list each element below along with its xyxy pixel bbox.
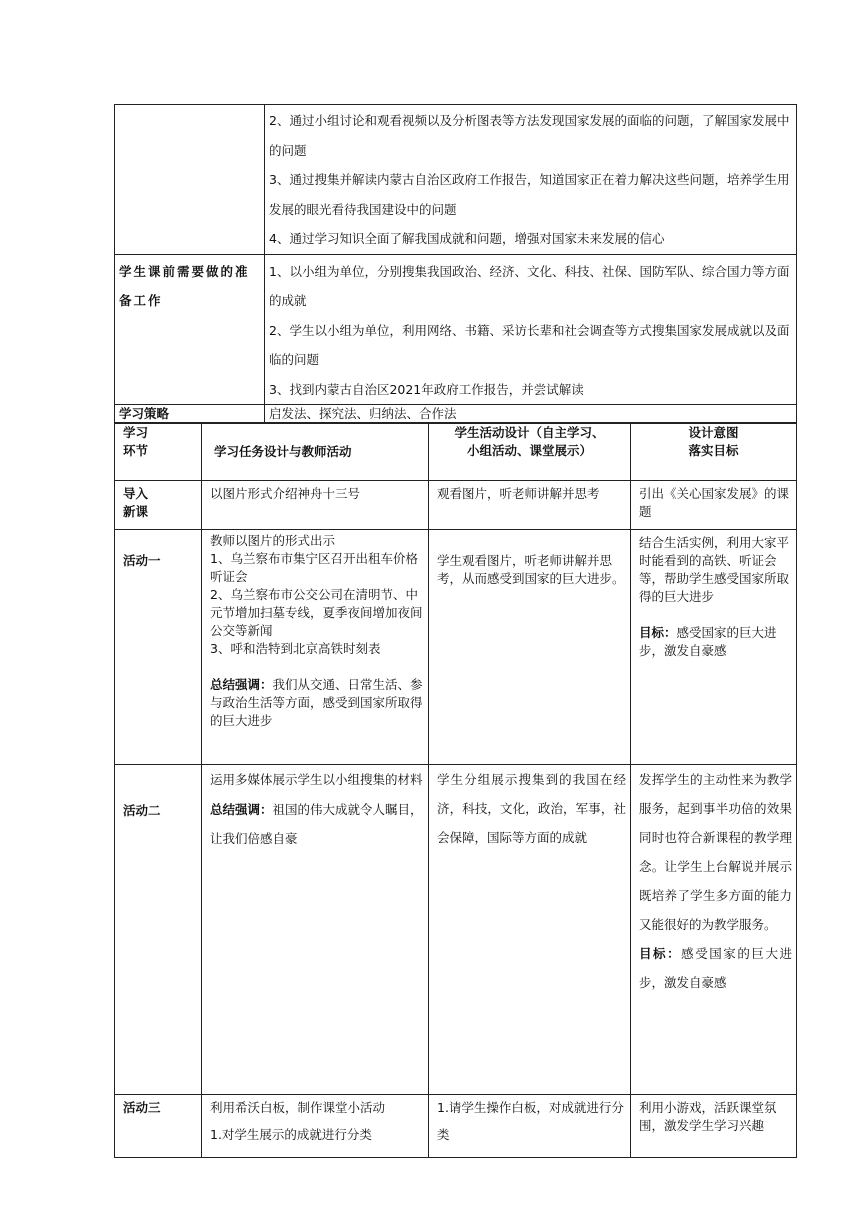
act2-teacher-line: 运用多媒体展示学生以小组搜集的材料 [210, 772, 423, 787]
act1-intent-cell [631, 530, 797, 765]
act1-goal-label: 目标： [639, 625, 677, 640]
act1-label-cell [115, 530, 202, 765]
header-stage-line1: 学习 [123, 425, 149, 440]
intro-row [115, 481, 797, 530]
header-teacher [202, 423, 429, 481]
goals-row [115, 105, 797, 255]
intro-intent-text: 引出《关心国家发展》的课题 [639, 486, 790, 519]
prep-label: 学生课前需要做的准备工作 [119, 263, 250, 308]
goals-cell [265, 105, 797, 255]
act1-goal [639, 624, 792, 660]
strategy-row [115, 405, 797, 424]
act1-goal-text: 感受国家的巨大进步，激发自豪感 [639, 625, 777, 658]
act1-student-cell [429, 530, 631, 765]
header-row [115, 423, 797, 481]
act2-summary-text: 祖国的伟大成就令人瞩目，让我们倍感自豪 [210, 802, 423, 846]
act1-teacher-line: 3、呼和浩特到北京高铁时刻表 [210, 641, 381, 656]
act1-teacher-line: 教师以图片的形式出示 [210, 533, 336, 548]
goals-label-cell [115, 105, 265, 255]
prep-cell [265, 254, 797, 405]
act1-summary-text: 我们从交通、日常生活、参与政治生活等方面，感受到国家所取得的巨大进步 [210, 677, 423, 728]
intro-teacher-text: 以图片形式介绍神舟十三号 [210, 486, 361, 501]
intro-intent-cell [631, 481, 797, 530]
act3-intent-text: 利用小游戏，活跃课堂氛围，激发学生学习兴趣 [639, 1100, 777, 1133]
act2-goal [639, 939, 792, 997]
act1-summary [210, 676, 424, 730]
header-stage [115, 423, 202, 481]
intro-student-cell [429, 481, 631, 530]
header-intent-line2: 落实目标 [688, 443, 739, 458]
header-teacher-text: 学习任务设计与教师活动 [214, 444, 352, 459]
act3-teacher-line: 利用希沃白板，制作课堂小活动 [210, 1100, 386, 1115]
intro-label-line2: 新课 [123, 504, 149, 519]
intro-teacher-cell [202, 481, 429, 530]
act2-intent-text: 发挥学生的主动性来为教学服务，起到事半功倍的效果同时也符合新课程的教学理念。让学生上台解说并展示既培养了学生多方面的能力又能很好的为教学服务。 [639, 772, 792, 932]
intro-label-line1: 导入 [123, 486, 149, 501]
act3-intent-cell [631, 1095, 797, 1158]
header-student-line2: 小组活动、课堂展示） [466, 443, 592, 458]
act1-intent-text: 结合生活实例，利用大家平时能看到的高铁、听证会等，帮助学生感受国家所取得的巨大进步 [639, 535, 790, 604]
act2-intent-cell [631, 765, 797, 1095]
header-student [429, 423, 631, 481]
upper-table [114, 104, 797, 424]
act1-teacher-line: 1、乌兰察布市集宁区召开出租车价格听证会 [210, 551, 418, 584]
act2-row [115, 765, 797, 1095]
act1-row [115, 530, 797, 765]
act3-row [115, 1095, 797, 1158]
act2-label: 活动二 [123, 803, 161, 818]
prep-item: 3、找到内蒙古自治区2021年政府工作报告，并尝试解读 [269, 381, 584, 397]
header-student-line1: 学生活动设计（自主学习、 [454, 425, 605, 440]
prep-row [115, 254, 797, 405]
act2-student-cell [429, 765, 631, 1095]
prep-item: 1、以小组为单位，分别搜集我国政治、经济、文化、科技、社保、国防军队、综合国力等方面的成就 [269, 263, 790, 308]
goal-item: 3、通过搜集并解读内蒙古自治区政府工作报告，知道国家正在着力解决这些问题，培养学生用发展的眼光看待我国建设中的问题 [269, 172, 790, 217]
header-intent-line1: 设计意图 [688, 425, 739, 440]
act3-student-text: 1.请学生操作白板，对成就进行分类 [437, 1100, 624, 1142]
act2-teacher-cell [202, 765, 429, 1095]
prep-item: 2、学生以小组为单位，利用网络、书籍、采访长辈和社会调查等方式搜集国家发展成就以及面临的问题 [269, 322, 790, 367]
act3-teacher-cell [202, 1095, 429, 1158]
header-stage-line2: 环节 [123, 443, 149, 458]
goal-item: 2、通过小组讨论和观看视频以及分析图表等方法发现国家发展的面临的问题，了解国家发展中的问题 [269, 113, 790, 158]
prep-label-cell [115, 254, 265, 405]
act3-label-cell [115, 1095, 202, 1158]
intro-label-cell [115, 481, 202, 530]
act2-goal-label: 目标： [639, 946, 682, 961]
act1-student-text: 学生观看图片，听老师讲解并思考，从而感受到国家的巨大进步。 [437, 553, 625, 586]
strategy-label-cell [115, 405, 265, 424]
act1-teacher-cell [202, 530, 429, 765]
act2-student-text: 学生分组展示搜集到的我国在经济，科技，文化，政治，军事，社会保障，国际等方面的成就 [437, 772, 626, 845]
act1-summary-label: 总结强调： [210, 677, 273, 692]
act3-student-cell [429, 1095, 631, 1158]
activity-table [114, 422, 797, 1158]
intro-student-text: 观看图片，听老师讲解并思考 [437, 486, 600, 501]
header-intent [631, 423, 797, 481]
act3-teacher-line: 1.对学生展示的成就进行分类 [210, 1126, 372, 1142]
goal-item: 4、通过学习知识全面了解我国成就和问题，增强对国家未来发展的信心 [269, 231, 665, 246]
strategy-label: 学习策略 [119, 406, 170, 421]
act1-label: 活动一 [123, 553, 161, 568]
act2-summary-label: 总结强调： [210, 802, 273, 817]
act2-summary [210, 795, 424, 853]
strategy-cell [265, 405, 797, 424]
act2-label-cell [115, 765, 202, 1095]
act1-teacher-line: 2、乌兰察布市公交公司在清明节、中元节增加扫墓专线，夏季夜间增加夜间公交等新闻 [210, 587, 423, 638]
act3-label: 活动三 [123, 1100, 161, 1115]
strategy-value: 启发法、探究法、归纳法、合作法 [269, 406, 457, 421]
act2-goal-text: 感受国家的巨大进步，激发自豪感 [639, 946, 792, 990]
